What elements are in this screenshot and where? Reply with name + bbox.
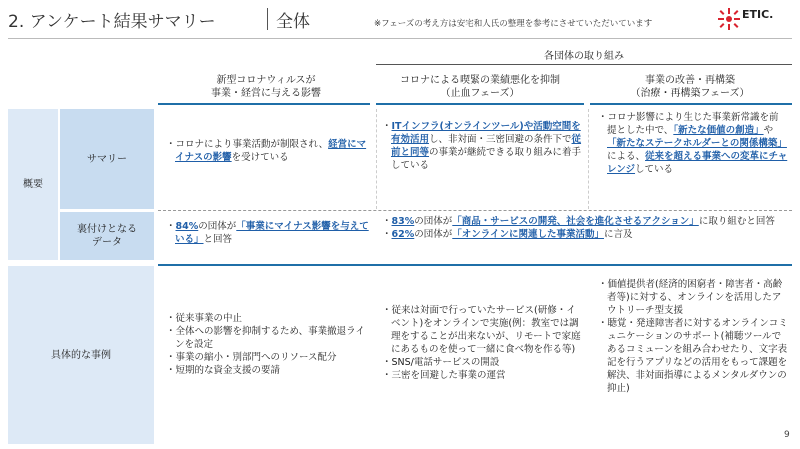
- overview-label: 概要: [8, 109, 58, 260]
- col-separator: [376, 109, 377, 209]
- section-rule: [158, 264, 792, 266]
- col3-header: 事業の改善・再構築 （治療・再構築フェーズ）: [630, 75, 750, 99]
- cases-label: 具体的な事例: [8, 266, 154, 444]
- reference-note: ※フェーズの考え方は安宅和人氏の整理を参考にさせていただいています: [374, 19, 653, 29]
- group-header-rule: [376, 64, 792, 65]
- col1-header: 新型コロナウィルスが 事業・経営に与える影響: [211, 75, 321, 99]
- col-separator: [588, 109, 589, 209]
- col2-rule: [376, 103, 584, 105]
- row-divider: [158, 210, 792, 211]
- page-subtitle: 全体: [276, 12, 310, 32]
- summary-label: サマリー: [60, 109, 154, 209]
- summary-col1: ・コロナにより事業活動が制限され、経営にマイナスの影響を受けている: [166, 139, 367, 163]
- data-label: 裏付けとなる データ: [60, 212, 154, 260]
- cases-col3: ・価値提供者(経済的困窮者・障害者・高齢者等)に対する、オンラインを活用したアウトリーチ型支援 ・聴覚・発達障害者に対するオンラインコミュニケーションのサポート(補聴ツールであるコミューンを組み合わせたり、文字表記を行うアプリなどの活用をもって課題を解決、非対面指導によるメンタルダウンの抑止): [598, 279, 788, 394]
- logo-wordmark: ETIC.: [742, 8, 774, 21]
- page-title: 2. アンケート結果サマリー: [8, 12, 216, 32]
- col2-header: コロナによる喫緊の業績悪化を抑制 （止血フェーズ）: [400, 75, 560, 99]
- page-number: 9: [784, 430, 790, 440]
- header-rule: [8, 38, 792, 39]
- data-col2: ・83%の団体が「商品・サービスの開発、社会を進化させるアクション」に取り組むと回答 ・62%の団体が「オンラインに関連した事業活動」に言及: [382, 216, 775, 240]
- col3-rule: [590, 103, 792, 105]
- col1-rule: [158, 103, 370, 105]
- data-col1: ・84%の団体が「事業にマイナス影響を与えている」と回答: [166, 221, 369, 245]
- cases-col1: ・従来事業の中止 ・全体への影響を抑制するため、事業撤退ラインを設定 ・事業の縮小・別部門へのリソース配分 ・短期的な資金支援の要請: [166, 313, 365, 376]
- summary-col2: ・ITインフラ(オンラインツール)や活動空間を有効活用し、非対面・三密回避の条件下で従前と同等の事業が継続できる取り組みに着手している: [382, 121, 582, 171]
- title-divider: [267, 8, 268, 30]
- group-header: 各団体の取り組み: [544, 51, 624, 62]
- cases-col2: ・従来は対面で行っていたサービス(研修・イベント)をオンラインで実施(例：教室では調理をすることが出来ないが、リモートで家庭にあるものを使って一緒に食べ物を作る等) ・SNS/電話サービスの開設 ・三密を回避した事業の運営: [382, 305, 581, 381]
- summary-col3: ・コロナ影響により生じた事業新常識を前提とした中で、「新たな価値の創造」や「新たなステークホルダーとの関係構築」による、従来を超える事業への変革にチャレンジしている: [598, 112, 788, 175]
